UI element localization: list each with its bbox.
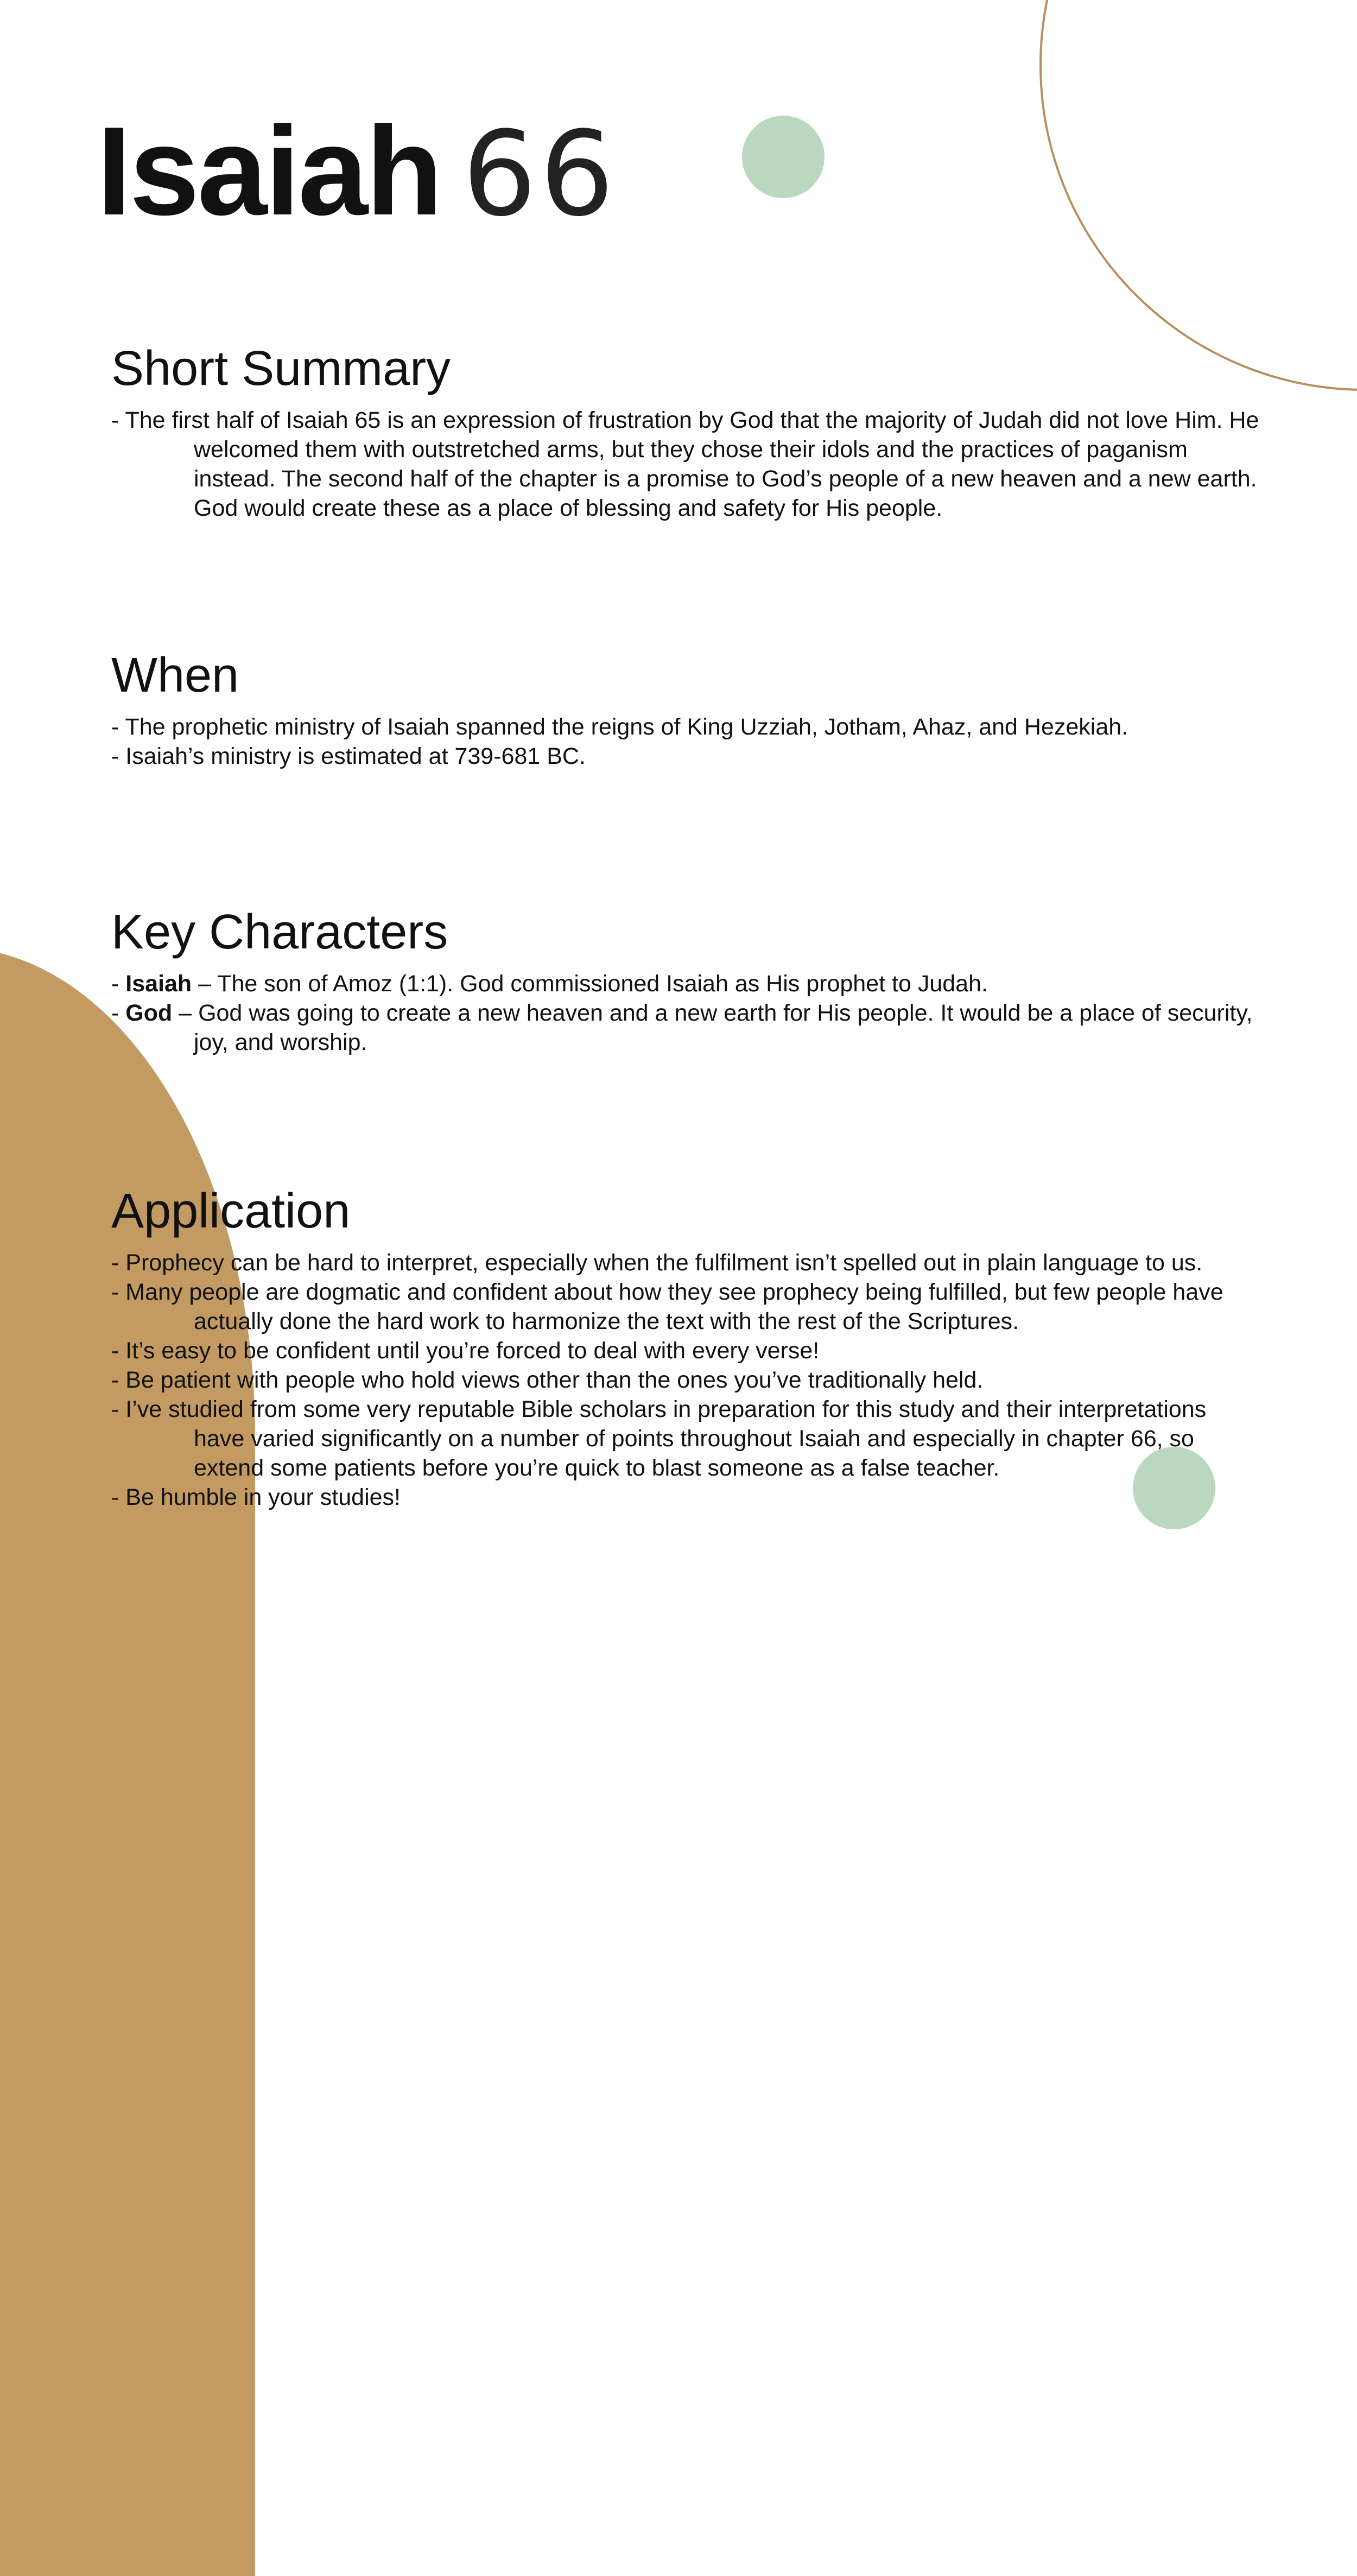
section-heading: Short Summary [111, 341, 451, 396]
list-item: - Prophecy can be hard to interpret, especially when the fulfilment isn’t spelled out in plain language to us. [111, 1250, 1203, 1276]
summary-list [111, 406, 1262, 523]
list-item: - Many people are dogmatic and confident about how they see prophecy being fulfilled, but few people have actually done the hard work to harmonize the text with the rest of the Scriptures. [111, 1279, 1223, 1334]
list-item: - I’ve studied from some very reputable Bible scholars in preparation for this study and their interpretations have varied significantly on a number of points throughout Isaiah and especially in chapter 66, so extend some patients before you’re quick to blast someone as a false teacher. [111, 1396, 1207, 1481]
page-title [97, 101, 618, 242]
application-list [111, 1248, 1262, 1512]
list-item: - The first half of Isaiah 65 is an expression of frustration by God that the majority of Judah did not love Him. He welcomed them with outstretched arms, but they chose their idols and the practices of paganism instead. The second half of the chapter is a promise to God’s people of a new heaven and a new earth. God would create these as a place of blessing and safety for His people. [111, 407, 1259, 521]
character-description: – God was going to create a new heaven and a new earth for His people. It would be a place of security, joy, and worship. [172, 1000, 1253, 1055]
list-dash: - [111, 1000, 126, 1026]
character-name: Isaiah [125, 971, 192, 997]
character-description: – The son of Amoz (1:1). God commissioned Isaiah as His prophet to Judah. [192, 971, 988, 997]
section-short-summary [111, 342, 1262, 523]
characters-list [111, 969, 1262, 1057]
section-key-characters [111, 906, 1262, 1057]
list-item: - Be patient with people who hold views other than the ones you’ve traditionally held. [111, 1367, 984, 1393]
section-application [111, 1185, 1262, 1512]
character-item [111, 998, 1262, 1057]
section-heading: Application [111, 1184, 351, 1238]
section-heading: Key Characters [111, 905, 448, 959]
page-title-book: Isaiah [97, 101, 441, 242]
list-dash: - [111, 971, 126, 997]
list-item: - Isaiah’s ministry is estimated at 739-681 BC. [111, 743, 586, 769]
list-item: - It’s easy to be confident until you’re forced to deal with every verse! [111, 1338, 820, 1364]
section-heading: When [111, 648, 239, 702]
page-title-chapter: 66 [462, 106, 618, 242]
list-item: - Be humble in your studies! [111, 1484, 401, 1510]
when-list [111, 712, 1262, 771]
section-when [111, 649, 1262, 771]
list-item: - The prophetic ministry of Isaiah spanned the reigns of King Uzziah, Jotham, Ahaz, and Hezekiah. [111, 714, 1128, 740]
character-item [111, 969, 1262, 998]
character-name: God [125, 1000, 173, 1026]
